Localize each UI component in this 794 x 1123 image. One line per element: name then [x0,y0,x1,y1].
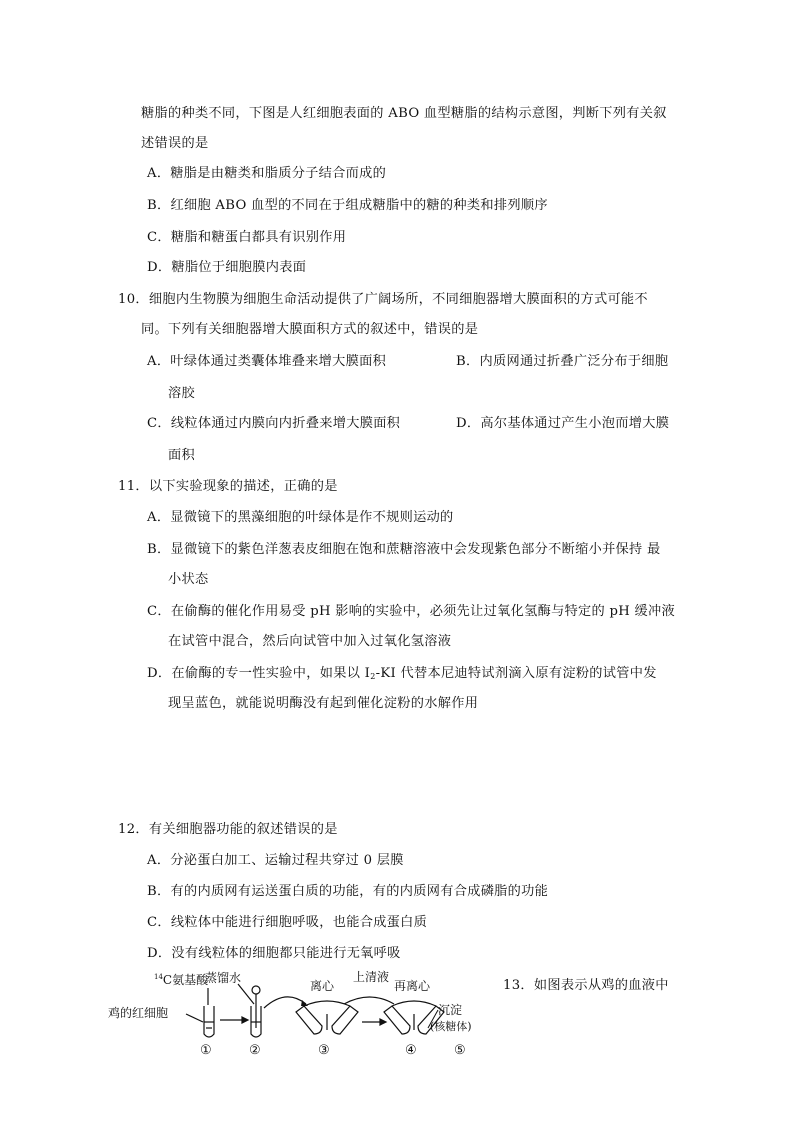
ribosome-isolation-figure [108,968,508,1062]
q11-option-d-line1 [147,664,657,687]
figure-water-label: 蒸馏水 [205,971,242,985]
step-5: ⑤ [454,1043,466,1058]
q10-stem-line2: 同。下列有关细胞器增大膜面积方式的叙述中，错误的是 [141,322,479,337]
step-3: ③ [318,1043,330,1058]
arrow-1 [220,1017,248,1023]
q10-option-d-line1: D．高尔基体通过产生小泡而增大膜 [456,416,670,431]
q9-option-d: D．糖脂位于细胞膜内表面 [147,260,307,275]
q10-option-d-line2: 面积 [168,448,195,463]
q10-option-a: A．叶绿体通过类囊体堆叠来增大膜面积 [147,354,387,369]
q9-stem-line1: 糖脂的种类不同，下图是人红细胞表面的 ABO 血型糖脂的结构示意图，判断下列有关叙 [141,106,667,121]
figure-sediment-label: 沉淀 [438,1003,463,1017]
arrow-3 [344,997,394,1004]
q11-option-b-line2: 小状态 [168,572,209,587]
q9-option-b: B．红细胞 ABO 血型的不同在于组成糖脂中的糖的种类和排列顺序 [147,198,548,213]
q11-option-d-subscript: 2 [370,672,376,681]
q11-option-d-post: -KI 代替本尼迪特试剂滴入原有淀粉的试管中发 [375,666,657,681]
step-1: ① [200,1043,212,1058]
q11-option-b-line1: B．显微镜下的紫色洋葱表皮细胞在饱和蔗糖溶液中会发现紫色部分不断缩小并保持 最 [147,542,661,557]
q11-option-a: A．显微镜下的黑藻细胞的叶绿体是作不规则运动的 [147,510,454,525]
q10-option-b-line2: 溶胶 [168,386,195,401]
step-2: ② [249,1043,261,1058]
figure-ribosome-label: (核糖体) [430,1020,472,1033]
q12-option-b: B．有的内质网有运送蛋白质的功能，有的内质网有合成磷脂的功能 [147,884,549,899]
q10-option-c: C．线粒体通过内膜向内折叠来增大膜面积 [147,416,401,431]
q9-option-a: A．糖脂是由糖类和脂质分子结合而成的 [147,166,387,181]
figure-centrifuge-label: 离心 [310,979,335,993]
q9-option-c: C．糖脂和糖蛋白都具有识别作用 [147,230,347,245]
arrow-2 [264,997,306,1008]
test-tube-2 [238,984,261,1037]
centrifuge-1 [296,1001,358,1034]
arrow-4 [362,1019,386,1025]
q11-stem: 11．以下实验现象的描述，正确的是 [118,479,338,494]
q10-option-b-line1: B．内质网通过折叠广泛分布于细胞 [456,354,669,369]
q12-stem: 12．有关细胞器功能的叙述错误的是 [118,822,338,837]
q11-option-c-line1: C．在偷酶的催化作用易受 pH 影响的实验中，必须先让过氧化氢酶与特定的 pH 缓冲液 [147,604,676,619]
figure-rbc-label: 鸡的红细胞 [108,1006,169,1020]
q12-option-d: D．没有线粒体的细胞都只能进行无氧呼吸 [147,946,401,961]
q10-stem-line1: 10．细胞内生物膜为细胞生命活动提供了广阔场所，不同细胞器增大膜面积的方式可能不 [118,292,648,307]
q13-stem: 13．如图表示从鸡的血液中 [503,978,669,993]
q11-option-c-line2: 在试管中混合，然后向试管中加入过氧化氢溶液 [168,634,452,649]
figure-c14-label: $^{14}$C氨基酸 [154,973,209,987]
q11-option-d-line2: 现呈蓝色，就能说明酶没有起到催化淀粉的水解作用 [168,696,479,711]
q9-stem-line2: 述错误的是 [141,136,209,151]
q12-option-c: C．线粒体中能进行细胞呼吸，也能合成蛋白质 [147,915,428,930]
figure-recentrifuge-label: 再离心 [394,979,431,993]
q11-option-d-pre: D．在偷酶的专一性实验中，如果以 I [147,666,371,681]
q12-option-a: A．分泌蛋白加工、运输过程共穿过 0 层膜 [147,853,404,868]
test-tube-1 [186,988,214,1037]
figure-supernatant-label: 上清液 [353,970,390,984]
step-4: ④ [405,1043,417,1058]
